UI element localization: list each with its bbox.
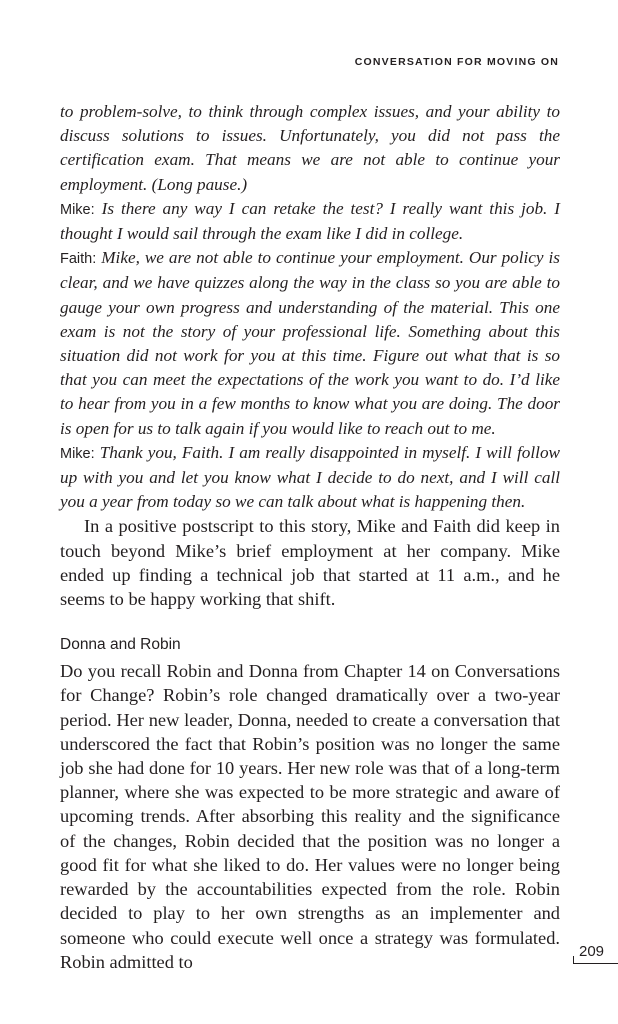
dialogue-text: to problem-solve, to think through complex issues, and your ability to discuss solutions to issues. Unfortunately, you did not pass the certification exam. That means we are not able to continue your employment. (Long pause.): [60, 102, 560, 194]
page-number: 209: [573, 942, 618, 964]
dialogue-text: Thank you, Faith. I am really disappointed in myself. I will follow up with you and let you know what I decide to do next, and I will call you a year from today so we can talk about what is happening then.: [60, 442, 560, 512]
speaker-label: Faith:: [60, 251, 97, 268]
section-heading: Donna and Robin: [60, 636, 181, 654]
speaker-label: Mike:: [60, 445, 95, 462]
page-body: [60, 100, 560, 974]
section-paragraph: Do you recall Robin and Donna from Chapter 14 on Conversations for Change? Robin’s role changed dramatically over a two-year period. Her new leader, Donna, needed to create a conversation that underscored the fact that Robin’s position was no longer the same job she had done for 10 years. Her new role was that of a long-term planner, where she was expected to be more strategic and aware of upcoming trends. After absorbing this reality and the significance of the changes, Robin decided that the position was no longer a good fit for what she liked to do. Her values were no longer being rewarded by the accountabilities expected from the role. Robin decided to play to her own strengths as an implementer and someone who could execute well once a strategy was formulated. Robin admitted to: [60, 661, 560, 972]
dialogue-continuation: [60, 100, 560, 197]
postscript-paragraph: In a positive postscript to this story, Mike and Faith did keep in touch beyond Mike’s brief employment at her company. Mike ended up finding a technical job that started at 11 a.m., and he seems to be happy working that shift.: [60, 516, 560, 610]
page-number-rule-gap: [572, 942, 575, 956]
dialogue-line-mike-closing: [60, 441, 560, 515]
dialogue-text: Mike, we are not able to continue your employment. Our policy is clear, and we have quizzes along the way in the class so you are able to gauge your own progress and understanding of the material. This one exam is not the story of your professional life. Something about this situation did not work for you at this time. Figure out what that is so that you can meet the expectations of the work you want to do. I’d like to hear from you in a few months to know what you are doing. The door is open for us to talk again if you would like to reach out to me.: [60, 248, 560, 438]
dialogue-text: Is there any way I can retake the test? I really want this job. I thought I would sail through the exam like I did in college.: [60, 198, 560, 244]
running-head: CONVERSATION FOR MOVING ON: [354, 56, 559, 68]
dialogue-line-faith: [60, 246, 560, 441]
dialogue-line-mike: [60, 197, 560, 246]
speaker-label: Mike:: [60, 201, 95, 218]
